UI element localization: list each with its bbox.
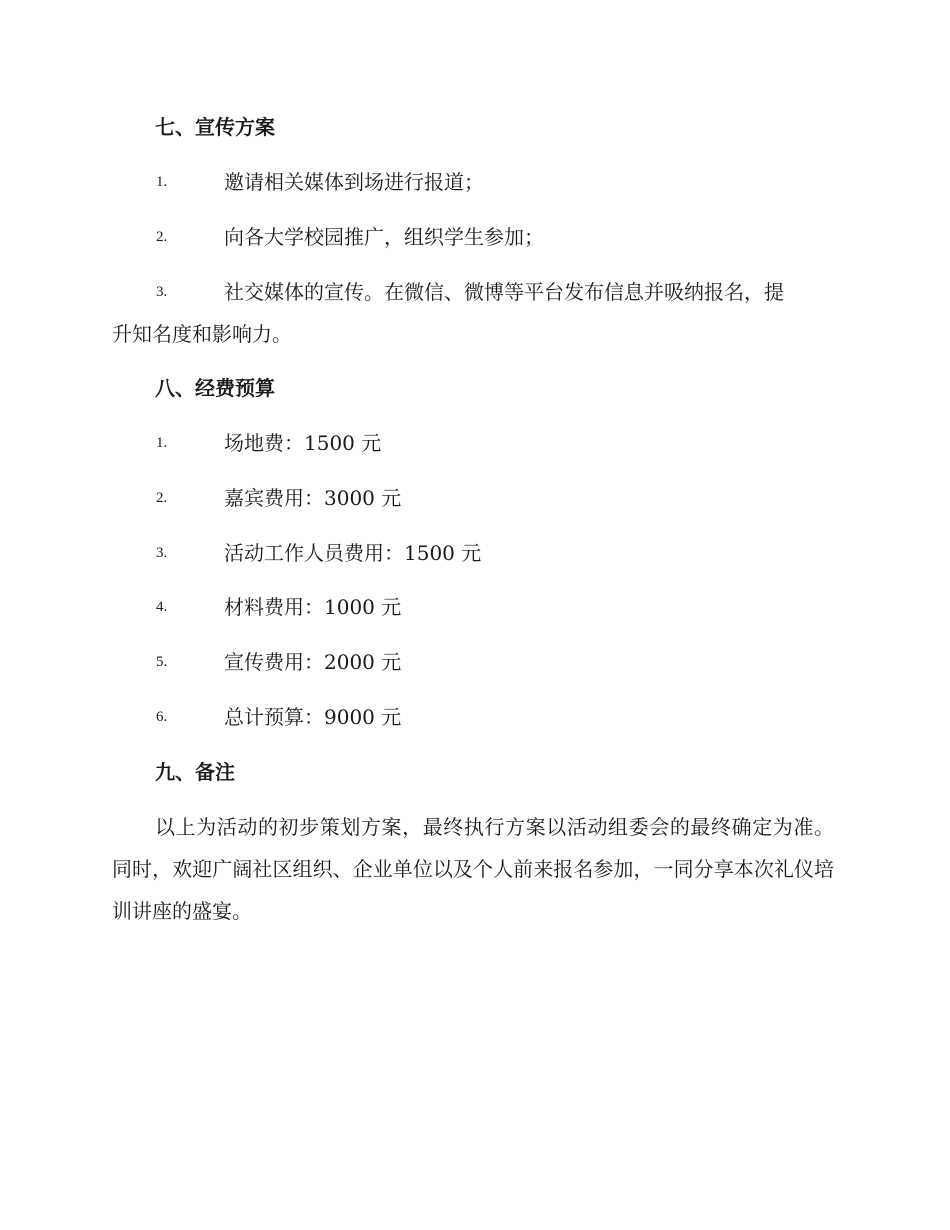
list-item-text: 向各大学校园推广，组织学生参加；: [224, 225, 544, 249]
list-item-number: 1.: [156, 174, 168, 190]
list-item: [0, 223, 950, 251]
list-item-number: 1.: [156, 435, 168, 451]
list-item-number: 2.: [156, 229, 168, 245]
section-heading-publicity: 七、宣传方案: [155, 115, 275, 139]
list-item-text: 邀请相关媒体到场进行报道；: [224, 170, 484, 194]
list-item: [0, 429, 950, 457]
list-item-text: 材料费用：1000 元: [224, 595, 402, 619]
list-item-text: 宣传费用：2000 元: [224, 650, 402, 674]
list-item-text: 总计预算：9000 元: [224, 705, 402, 729]
section-heading-notes: 九、备注: [155, 760, 235, 784]
list-item: [0, 703, 950, 731]
list-item-number: 4.: [156, 599, 168, 615]
list-item: [0, 278, 950, 350]
list-item-text: 社交媒体的宣传。在微信、微博等平台发布信息并吸纳报名，提: [224, 280, 784, 304]
list-item-number: 5.: [156, 654, 168, 670]
list-item: [0, 648, 950, 676]
section-heading-budget: 八、经费预算: [155, 376, 275, 400]
list-item-text: 嘉宾费用：3000 元: [224, 486, 402, 510]
list-item: [0, 484, 950, 512]
list-item-text: 活动工作人员费用：1500 元: [224, 541, 482, 565]
list-item-number: 3.: [156, 284, 168, 300]
list-item-number: 2.: [156, 490, 168, 506]
list-item-number: 6.: [156, 709, 168, 725]
list-item-text: 场地费：1500 元: [224, 431, 382, 455]
notes-paragraph: 以上为活动的初步策划方案，最终执行方案以活动组委会的最终确定为准。同时，欢迎广阔社区组织、企业单位以及个人前来报名参加，一同分享本次礼仪培训讲座的盛宴。: [112, 815, 834, 923]
list-item-text-continued: 升知名度和影响力。: [112, 322, 292, 346]
list-item-number: 3.: [156, 545, 168, 561]
list-item: [0, 593, 950, 621]
list-item: [0, 168, 950, 196]
list-item: [0, 539, 950, 567]
